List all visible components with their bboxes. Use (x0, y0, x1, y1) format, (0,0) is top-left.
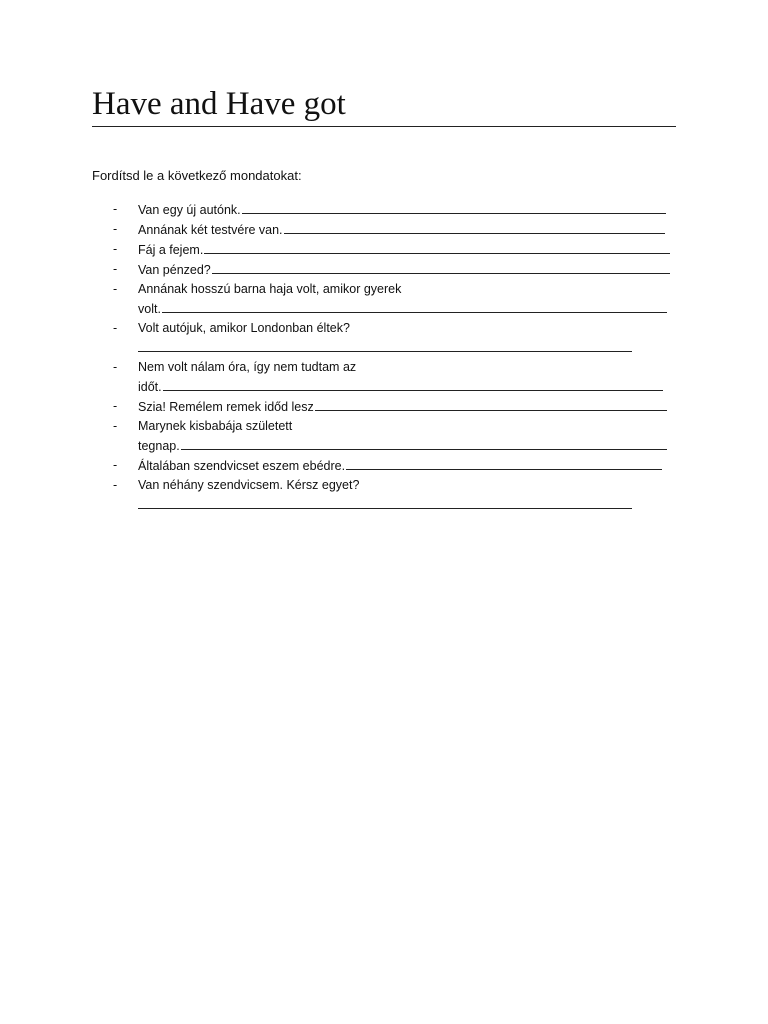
answer-blank (181, 436, 667, 450)
answer-blank (242, 200, 666, 214)
sentence-line (138, 436, 676, 456)
answer-blank (163, 377, 663, 391)
instruction-text: Fordítsd le a következő mondatokat: (92, 168, 302, 183)
list-bullet: - (113, 399, 118, 413)
sentence-continuation: időt. (138, 380, 162, 394)
answer-blank (162, 299, 667, 313)
answer-blank (212, 260, 670, 274)
sentence-text: Annának hosszú barna haja volt, amikor gyerek (138, 282, 402, 296)
sentence-line (138, 495, 676, 515)
sentence-line (138, 299, 676, 319)
sentence-continuation: tegnap. (138, 439, 180, 453)
sentence-line (138, 280, 676, 299)
sentence-line (138, 377, 676, 397)
list-bullet: - (113, 262, 118, 276)
answer-blank (204, 240, 670, 254)
list-bullet: - (113, 478, 118, 492)
list-bullet: - (113, 419, 118, 433)
sentence-continuation: volt. (138, 302, 161, 316)
sentence-text: Általában szendvicset eszem ebédre. (138, 459, 346, 473)
sentence-text: Van néhány szendvicsem. Kérsz egyet? (138, 478, 360, 492)
sentence-text: Van pénzed? (138, 263, 211, 277)
sentence-text: Marynek kisbabája született (138, 419, 293, 433)
answer-blank (346, 456, 662, 470)
list-bullet: - (113, 202, 118, 216)
list-item (92, 319, 676, 358)
list-item (92, 200, 676, 220)
sentence-line (138, 476, 676, 495)
list-item (92, 397, 676, 417)
list-bullet: - (113, 360, 118, 374)
sentence-line (138, 220, 676, 240)
worksheet-page (92, 84, 676, 492)
page-title: Have and Have got (92, 84, 676, 127)
list-item (92, 358, 676, 397)
answer-blank (138, 495, 632, 509)
sentence-line (138, 338, 676, 358)
sentence-text: Nem volt nálam óra, így nem tudtam az (138, 360, 357, 374)
list-bullet: - (113, 458, 118, 472)
list-item (92, 240, 676, 260)
sentence-text: Annának két testvére van. (138, 223, 283, 237)
sentence-text: Fáj a fejem. (138, 243, 204, 257)
translation-list (92, 200, 676, 515)
sentence-text: Van egy új autónk. (138, 203, 241, 217)
sentence-line (138, 260, 676, 280)
list-item (92, 476, 676, 515)
list-bullet: - (113, 222, 118, 236)
list-item (92, 260, 676, 280)
sentence-line (138, 240, 676, 260)
sentence-text: Szia! Remélem remek időd lesz (138, 400, 314, 414)
list-item (92, 280, 676, 319)
sentence-text: Volt autójuk, amikor Londonban éltek? (138, 321, 350, 335)
list-bullet: - (113, 282, 118, 296)
sentence-line (138, 417, 676, 436)
list-item (92, 417, 676, 456)
sentence-line (138, 397, 676, 417)
list-bullet: - (113, 321, 118, 335)
sentence-line (138, 200, 676, 220)
list-item (92, 456, 676, 476)
sentence-line (138, 456, 676, 476)
answer-blank (284, 220, 665, 234)
sentence-line (138, 358, 676, 377)
sentence-line (138, 319, 676, 338)
answer-blank (138, 338, 632, 352)
answer-blank (315, 397, 667, 411)
list-bullet: - (113, 242, 118, 256)
list-item (92, 220, 676, 240)
